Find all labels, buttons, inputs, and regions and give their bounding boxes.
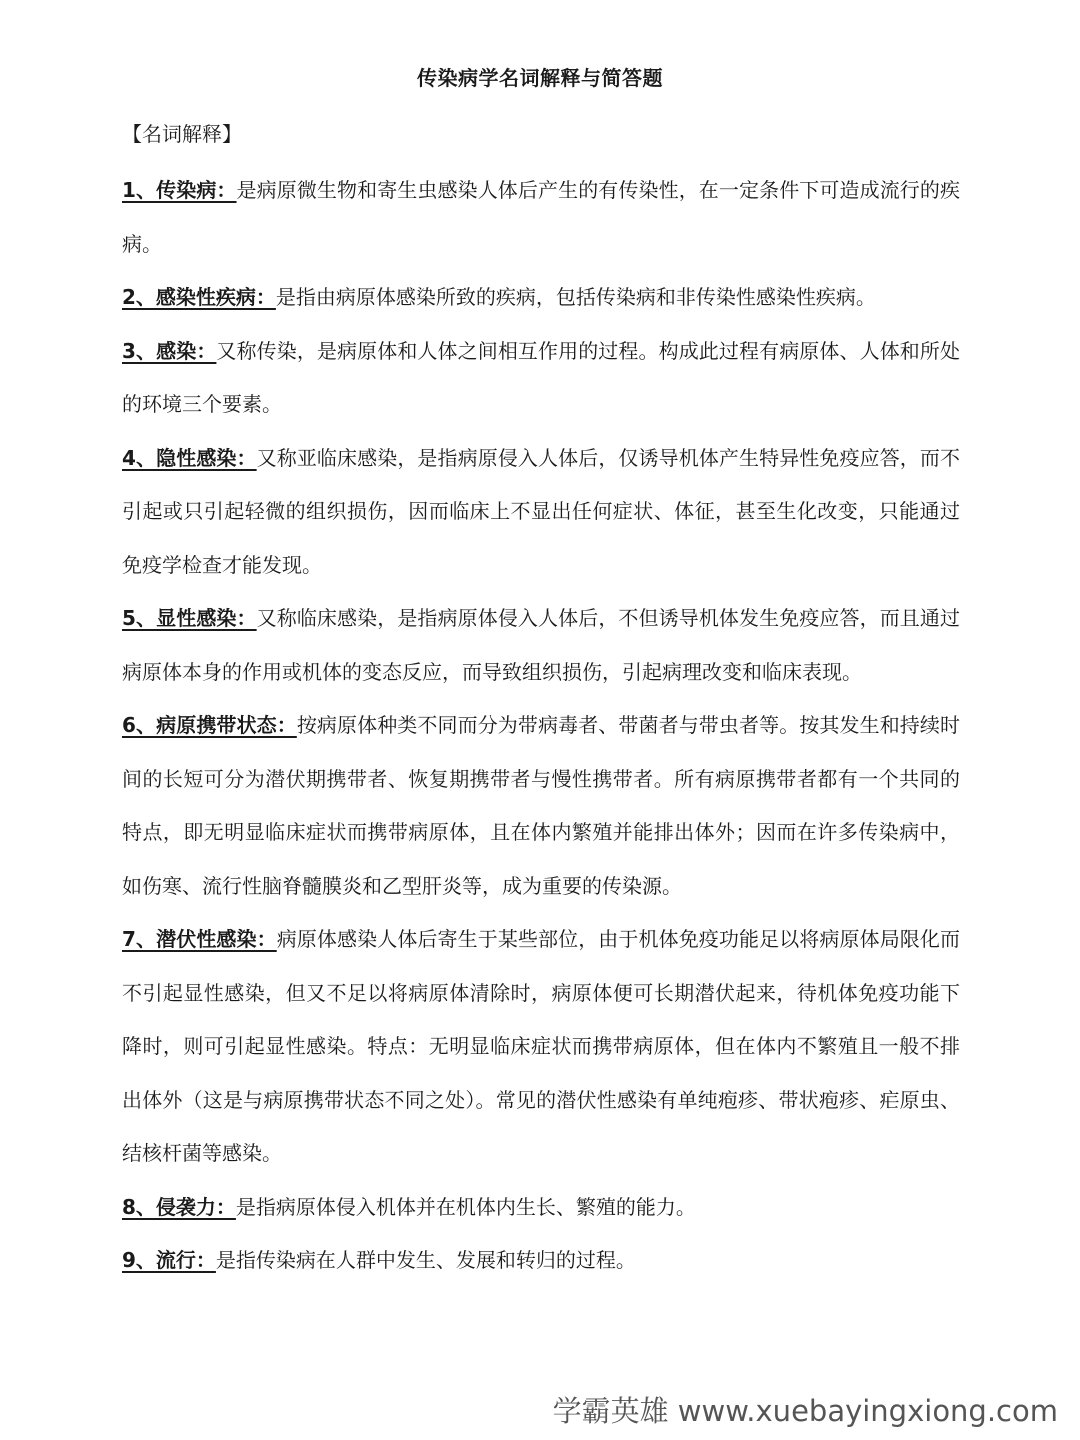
term-label: 2、感染性疾病：: [122, 285, 276, 309]
definition-text: 又称传染，是病原体和人体之间相互作用的过程。构成此过程有病原体、人体和所处的环境三个要素。: [122, 338, 961, 416]
definition-text: 是指病原体侵入机体并在机体内生长、繁殖的能力。: [235, 1194, 696, 1219]
term-label: 6、病原携带状态：: [122, 713, 297, 737]
definition-entry-7: [122, 913, 960, 1181]
definition-text: 又称临床感染，是指病原体侵入人体后，不但诱导机体发生免疫应答，而且通过病原体本身的作用或机体的变态反应，而导致组织损伤，引起病理改变和临床表现。: [122, 606, 961, 684]
term-label: 3、感染：: [122, 338, 217, 363]
definition-text: 是指传染病在人群中发生、发展和转归的过程。: [215, 1248, 636, 1272]
term-label: 1、传染病：: [122, 178, 237, 202]
definition-text: 是病原微生物和寄生虫感染人体后产生的有传染性，在一定条件下可造成流行的疾病。: [122, 178, 960, 256]
definition-entry-9: [122, 1234, 960, 1288]
definition-entry-2: [122, 271, 960, 325]
definition-entry-1: [122, 164, 960, 271]
section-label: 【名词解释】: [122, 122, 242, 146]
term-label: 5、显性感染：: [122, 606, 257, 630]
term-label: 9、流行：: [122, 1248, 216, 1272]
term-label: 7、潜伏性感染：: [122, 927, 277, 951]
definition-text: 按病原体种类不同而分为带病毒者、带菌者与带虫者等。按其发生和持续时间的长短可分为潜伏期携带者、恢复期携带者与慢性携带者。所有病原携带者都有一个共同的特点，即无明显临床症状而携带病原体，且在体内繁殖并能排出体外；因而在许多传染病中，如伤寒、流行性脑脊髓膜炎和乙型肝炎等，成为重要的传染源。: [122, 713, 960, 898]
definition-text: 是指由病原体感染所致的疾病，包括传染病和非传染性感染性疾病。: [275, 285, 876, 309]
definition-entry-4: [122, 432, 960, 593]
term-label: 8、侵袭力：: [122, 1194, 236, 1219]
definition-text: 又称亚临床感染，是指病原侵入人体后，仅诱导机体产生特异性免疫应答，而不引起或只引起轻微的组织损伤，因而临床上不显出任何症状、体征，甚至生化改变，只能通过免疫学检查才能发现。: [122, 445, 961, 577]
definition-entry-8: [122, 1181, 960, 1235]
definition-list: [122, 164, 960, 1288]
definition-entry-6: [122, 699, 960, 913]
definition-text: 病原体感染人体后寄生于某些部位，由于机体免疫功能足以将病原体局限化而不引起显性感染，但又不足以将病原体清除时，病原体便可长期潜伏起来，待机体免疫功能下降时，则可引起显性感染。特点：无明显临床症状而携带病原体，但在体内不繁殖且一般不排出体外（这是与病原携带状态不同之处）。常见的潜伏性感染有单纯疱疹、带状疱疹、疟原虫、结核杆菌等感染。: [122, 927, 961, 1165]
document-title: 传染病学名词解释与简答题: [417, 66, 663, 90]
site-watermark: 学霸英雄 www.xuebayingxiong.com: [552, 1394, 1058, 1428]
definition-entry-3: [122, 325, 960, 432]
term-label: 4、隐性感染：: [122, 445, 257, 470]
definition-entry-5: [122, 592, 960, 699]
